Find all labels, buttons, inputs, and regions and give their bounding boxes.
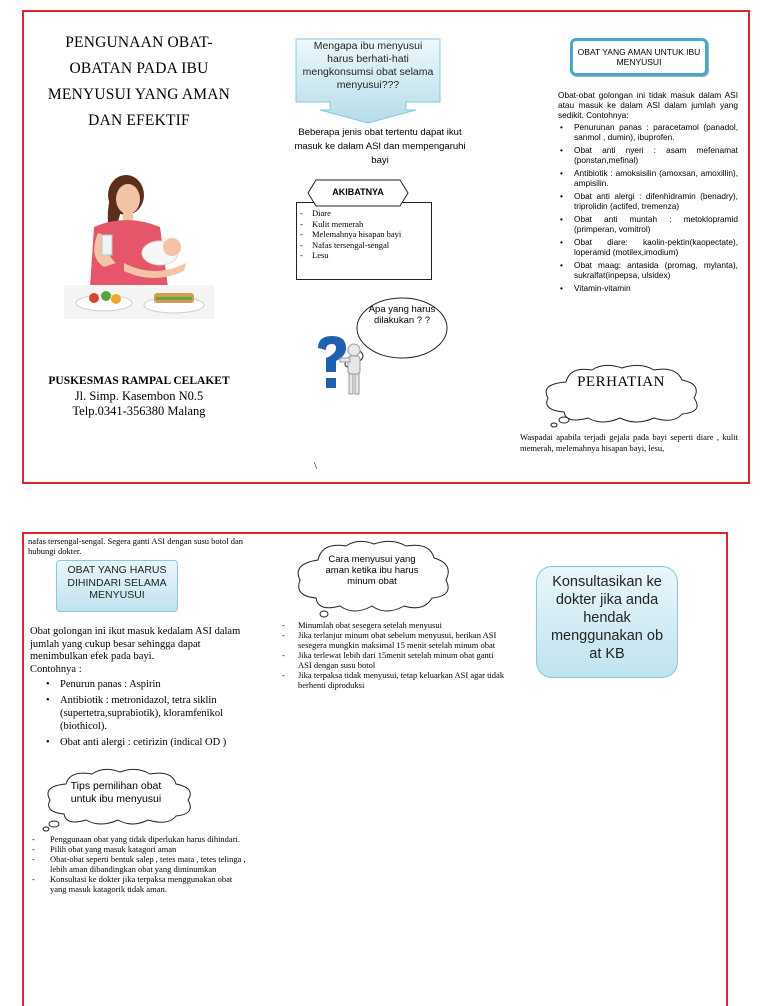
organization-name: PUSKESMAS RAMPAL CELAKET bbox=[48, 375, 230, 387]
brochure-front-page bbox=[22, 10, 750, 484]
list-item: • Obat maag: antasida (promag, mylanta), sukralfat(inpepsa, ulsidex) bbox=[558, 260, 738, 280]
tips-list bbox=[30, 834, 248, 894]
list-item: • Penurunan panas : paracetamol (panadol, sanmol , dumin), ibuprofen. bbox=[558, 122, 738, 142]
list-item: - Konsultasi ke dokter jika terpaksa menggunakan obat yang masuk katagorik tidak aman. bbox=[30, 874, 248, 894]
list-item: - Kulit memerah bbox=[298, 219, 428, 230]
avoid-drugs-contoh: Contohnya : bbox=[30, 664, 82, 675]
list-item: - Nafas tersengal-sengal bbox=[298, 240, 428, 251]
tips-title: Tips pemilihan obat untuk ibu menyusui bbox=[70, 780, 162, 805]
list-item: - Melemahnya hisapan bayi bbox=[298, 229, 428, 240]
cara-menyusui-list bbox=[280, 620, 508, 690]
safe-drugs-intro: Obat-obat golongan ini tidak masuk dalam ASI atau masuk ke dalam ASI dalam jumlah yang sedikit. Contohnya: bbox=[558, 90, 738, 120]
list-item: - Diare bbox=[298, 208, 428, 219]
perhatian-title: PERHATIAN bbox=[577, 374, 665, 390]
list-item: - Pilih obat yang masuk katagori aman bbox=[30, 844, 248, 854]
akibat-title: AKIBATNYA bbox=[332, 187, 384, 197]
list-item: - Jika terpaksa tidak menyusui, tetap keluarkan ASI agar tidak berhenti diproduksi bbox=[280, 670, 508, 690]
question-callout-text: Mengapa ibu menyusui harus berhati-hati mengkonsumsi obat selama menyusui??? bbox=[302, 40, 434, 91]
list-item: • Vitamin-vitamin bbox=[558, 283, 738, 293]
question-figure-icon bbox=[312, 334, 368, 398]
mother-breastfeeding-photo bbox=[64, 167, 214, 319]
list-item: - Jika terlewat lebih dari 15menit setelah minum obat ganti ASI dengan susu botol bbox=[280, 650, 508, 670]
consult-box: Konsultasikan ke dokter jika anda hendak menggunakan ob at KB bbox=[536, 566, 678, 678]
list-item: - Obat-obat seperti bentuk salep , tetes mata , tetes telinga , lebih aman dibandingkan obat yang diminumkan bbox=[30, 854, 248, 874]
safe-drugs-list bbox=[558, 122, 738, 293]
stray-mark: \ bbox=[314, 460, 318, 472]
warning-text: Waspadai apabila terjadi gejala pada bayi seperti diare , kulit memerah, melemahnya hisapan bayi, lesu, bbox=[520, 432, 738, 453]
continued-warning: nafas tersengal-sengal. Segera ganti ASI dengan susu botol dan hubungi dokter. bbox=[28, 536, 244, 556]
list-item: • Antibiotik : amoksisilin (amoxsan, amoxillin), ampisilin. bbox=[558, 168, 738, 188]
list-item: - Minumlah obat sesegera setelah menyusui bbox=[280, 620, 508, 630]
list-item: • Obat anti nyeri : asam mefenamat (ponstan,mefinal) bbox=[558, 145, 738, 165]
organization-block bbox=[24, 374, 254, 419]
organization-phone: Telp.0341-356380 Malang bbox=[72, 404, 206, 418]
list-item: • Obat anti alergi : cetirizin (indical OD ) bbox=[44, 736, 254, 749]
list-item: - Penggunaan obat yang tidak diperlukan harus dihindari. bbox=[30, 834, 248, 844]
avoid-drugs-list bbox=[44, 678, 254, 749]
organization-address: Jl. Simp. Kasembon N0.5 bbox=[74, 389, 204, 403]
list-item: - Jika terlanjur minum obat sebelum menyusui, berikan ASI sesegera mungkin maksimal 15 menit setelah minum obat bbox=[280, 630, 508, 650]
list-item: • Obat anti alergi : difenhidramin (benadry), triprolidin (actifed, tremenza) bbox=[558, 191, 738, 211]
avoid-drugs-intro: Obat golongan ini ikut masuk kedalam ASI dalam jumlah yang cukup besar sehingga dapat menimbulkan efek pada bayi. bbox=[30, 626, 241, 662]
akibat-list bbox=[298, 208, 428, 261]
avoid-drugs-title: OBAT YANG HARUS DIHINDARI SELAMA MENYUSUI bbox=[56, 560, 178, 612]
list-item: • Antibiotik : metronidazol, tetra siklin (supertetra,suprabiotik), kloramfenikol (biothicol). bbox=[44, 694, 254, 733]
intro-text: Beberapa jenis obat tertentu dapat ikut masuk ke dalam ASI dan mempengaruhi bayi bbox=[294, 127, 466, 166]
brochure-title: PENGUNAAN OBAT- OBATAN PADA IBU MENYUSUI YANG AMAN DAN EFEKTIF bbox=[47, 34, 231, 129]
safe-drugs-title: OBAT YANG AMAN UNTUK IBU MENYUSUI bbox=[570, 38, 708, 76]
list-item: • Obat anti muntah : metoklopramid (primperan, vomitrol) bbox=[558, 214, 738, 234]
list-item: • Penurun panas : Aspirin bbox=[44, 678, 254, 691]
cara-menyusui-title: Cara menyusui yang aman ketika ibu harus minum obat bbox=[325, 554, 419, 587]
list-item: • Obat diare: kaolin-pektin(kaopectate), loperamid (motilex,imodium) bbox=[558, 237, 738, 257]
list-item: - Lesu bbox=[298, 250, 428, 261]
brochure-back-page bbox=[22, 532, 728, 1006]
perhatian-cloud-icon bbox=[536, 362, 706, 428]
thought-text: Apa yang harus dilakukan ? ? bbox=[368, 304, 436, 326]
